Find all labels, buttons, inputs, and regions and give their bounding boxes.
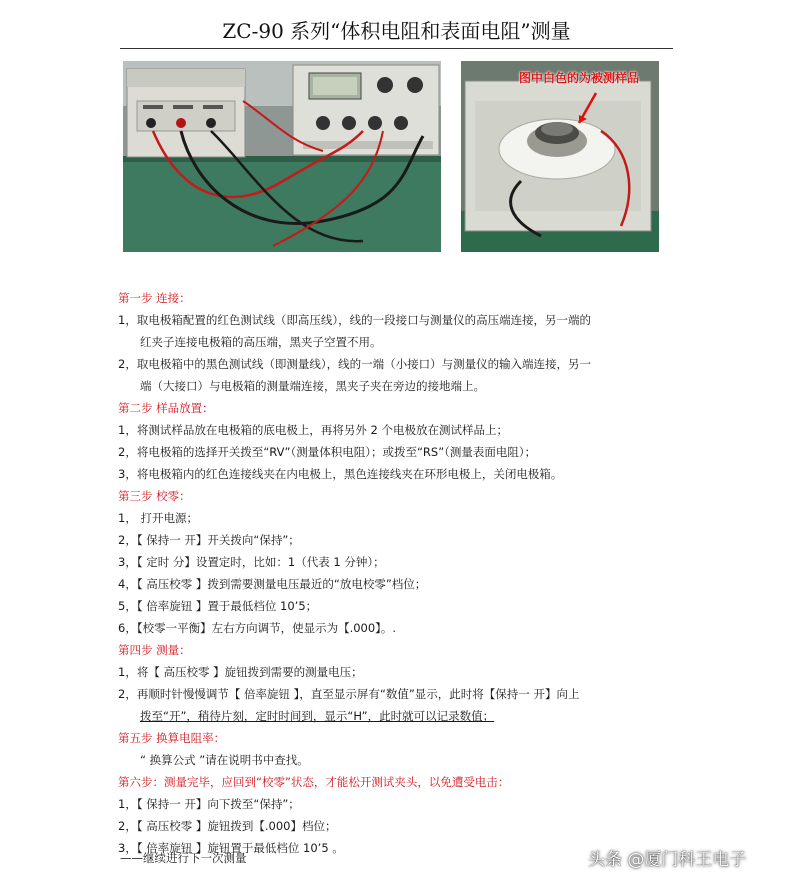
photo-caption: 图中白色的为被测样品: [519, 71, 640, 85]
step6-item1: 1，【 保持一 开】向下拨至“保持”；: [118, 797, 300, 811]
step2-item3: 3，将电极箱内的红色连接线夹在内电极上，黑色连接线夹在环形电极上，关闭电极箱。: [118, 467, 563, 481]
step1-heading: 第一步 连接：: [118, 291, 191, 305]
procedure-text: [118, 287, 688, 859]
step1-item2-cont: 端（大接口）与电极箱的测量端连接，黑夹子夹在旁边的接地端上。: [140, 379, 485, 393]
photo-instrument-setup: [123, 61, 441, 252]
step5-heading: 第五步 换算电阻率：: [118, 731, 226, 745]
step3-item1: 1， 打开电源；: [118, 511, 198, 525]
step2-item1: 1，将测试样品放在电极箱的底电极上，再将另外 2 个电极放在测试样品上；: [118, 423, 508, 437]
step6-item3: 3，【 倍率旋钮 】旋钮置于最低档位 10’5 。: [118, 841, 344, 855]
step3-item6: 6，【校零一平衡】左右方向调节，使显示为【.000】。.: [118, 621, 397, 635]
step3-item4: 4，【 高压校零 】拨到需要测量电压最近的“放电校零”档位；: [118, 577, 427, 591]
step1-item1-cont: 红夹子连接电极箱的高压端，黑夹子空置不用。: [140, 335, 382, 349]
step4-heading: 第四步 测量：: [118, 643, 191, 657]
step1-item2: 2，取电极箱中的黑色测试线（即测量线），线的一端（小接口）与测量仪的输入端连接，另一: [118, 357, 592, 371]
step4-item2: 2，再顺时针慢慢调节【 倍率旋钮 】，直至显示屏有“数值”显示，此时将【保持一 开】向上: [118, 687, 580, 701]
step5-item1: “ 换算公式 ”请在说明书中查找。: [140, 753, 309, 767]
step3-item5: 5，【 倍率旋钮 】置于最低档位 10’5；: [118, 599, 318, 613]
page-title: ZC-90 系列“体积电阻和表面电阻”测量: [222, 19, 571, 43]
step3-item2: 2，【 保持一 开】开关拨向“保持”；: [118, 533, 300, 547]
step2-item2: 2，将电极箱的选择开关拨至“RV”（测量体积电阻）；或拨至“RS”（测量表面电阻）；: [118, 445, 537, 459]
step6-item2: 2，【 高压校零 】旋钮拨到【.000】档位；: [118, 819, 337, 833]
step3-item3: 3，【 定时 分】设置定时，比如：1（代表 1 分钟）；: [118, 555, 385, 569]
footer-note: ——继续进行下一次测量: [120, 851, 247, 865]
step6-heading: 第六步：测量完毕，应回到“校零”状态，才能松开测试夹头，以免遭受电击：: [118, 775, 510, 789]
title-divider: [120, 48, 673, 49]
step2-heading: 第二步 样品放置：: [118, 401, 214, 415]
step3-heading: 第三步 校零：: [118, 489, 191, 503]
photo-electrode-sample: [461, 61, 659, 252]
watermark: 头条 @厦门科王电子: [588, 850, 747, 870]
step1-item1: 1，取电极箱配置的红色测试线（即高压线），线的一段接口与测量仪的高压端连接，另一端的: [118, 313, 592, 327]
step4-item2-cont: 拨至“开”，稍待片刻，定时时间到，显示“H”，此时就可以记录数值；: [140, 709, 495, 723]
step4-item1: 1，将【 高压校零 】旋钮拨到需要的测量电压；: [118, 665, 363, 679]
